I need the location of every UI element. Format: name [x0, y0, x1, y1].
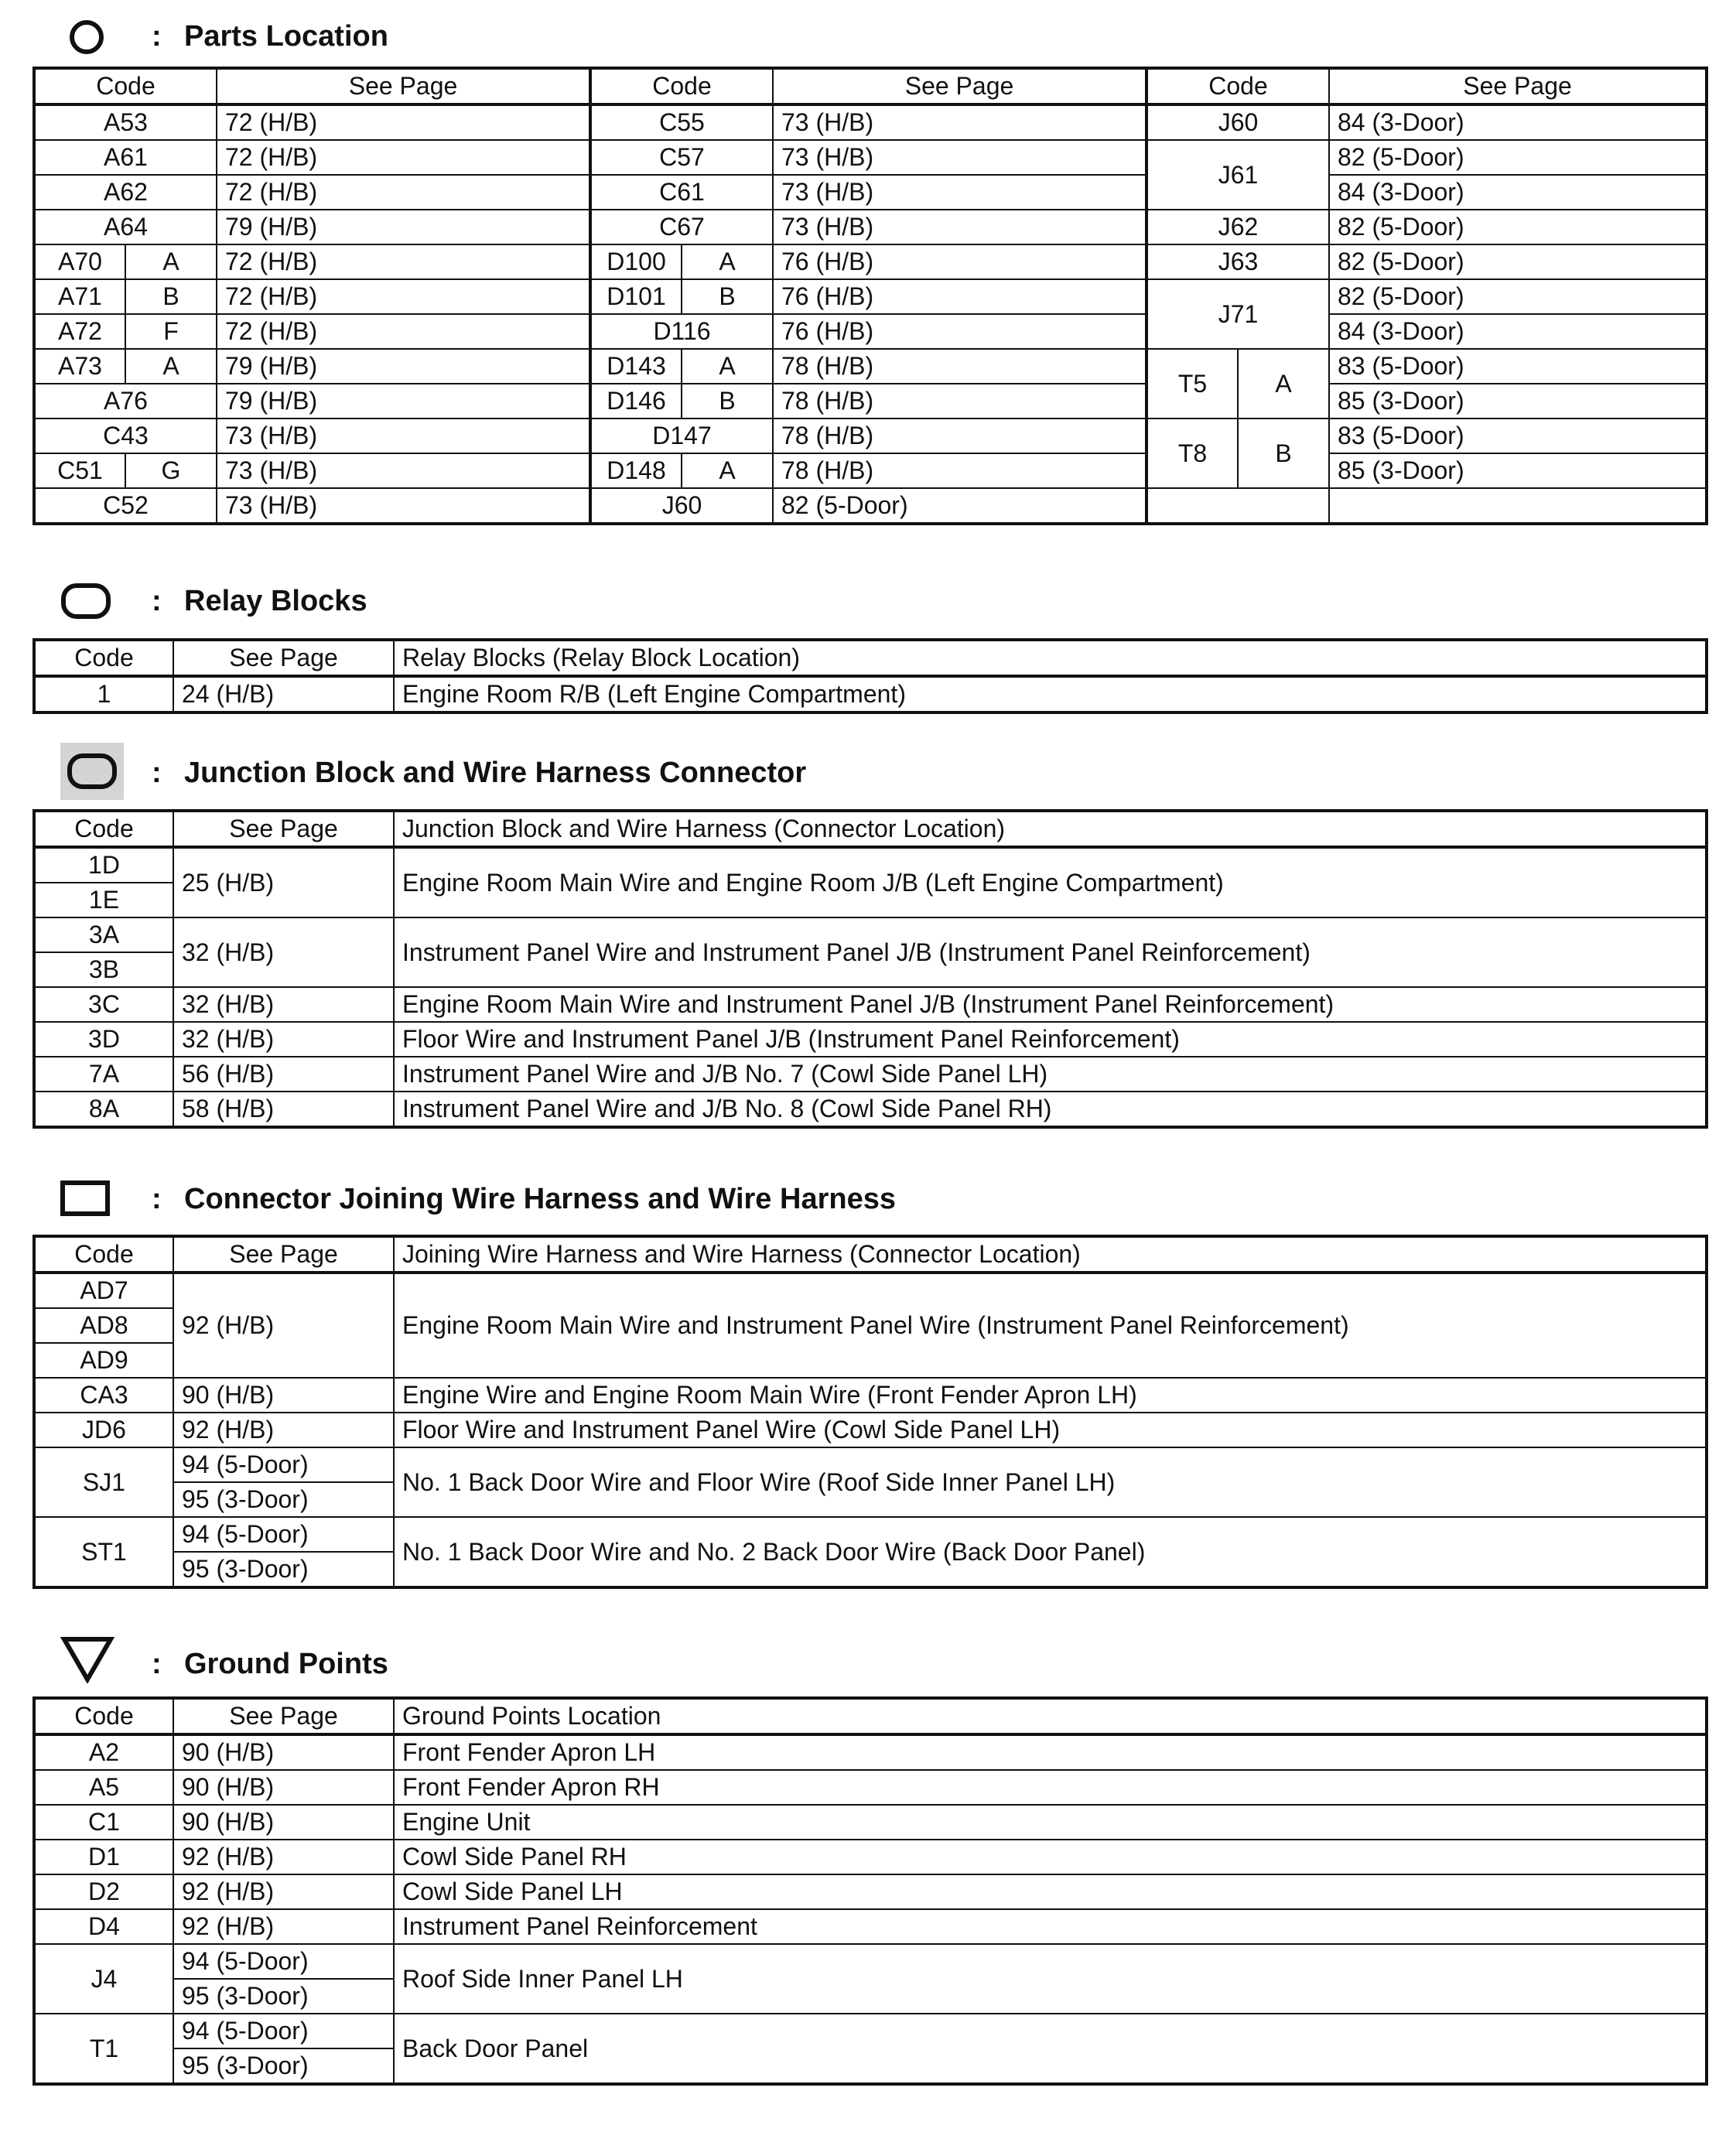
code-cell: D2: [34, 1874, 173, 1909]
ground-points-heading: [0, 1625, 1736, 1694]
location-description-cell: Front Fender Apron LH: [394, 1734, 1707, 1770]
location-description-cell: Engine Unit: [394, 1805, 1707, 1840]
see-page-cell: 79 (H/B): [217, 384, 590, 419]
column-header-see-page: See Page: [173, 1698, 394, 1734]
see-page-cell: 73 (H/B): [773, 175, 1147, 210]
column-header-see-page: See Page: [173, 811, 394, 847]
location-description-cell: No. 1 Back Door Wire and No. 2 Back Door Wire (Back Door Panel): [394, 1517, 1707, 1587]
code-cell: 3B: [34, 952, 173, 987]
code-cell: 7A: [34, 1057, 173, 1092]
see-page-cell: 94 (5-Door): [173, 1944, 394, 1979]
circle-icon: [68, 19, 105, 56]
column-header-see-page: See Page: [173, 640, 394, 676]
see-page-cell: 94 (5-Door): [173, 2014, 394, 2048]
location-description-cell: Cowl Side Panel RH: [394, 1840, 1707, 1874]
see-page-cell: 78 (H/B): [773, 453, 1147, 488]
connector-joining-heading: [0, 1163, 1736, 1232]
code-cell: AD8: [34, 1308, 173, 1343]
location-description-cell: Engine Wire and Engine Room Main Wire (Front Fender Apron LH): [394, 1378, 1707, 1413]
relay-blocks-table: [32, 638, 1708, 714]
code-cell: D146: [590, 384, 682, 419]
code-cell: T5: [1147, 349, 1238, 419]
see-page-cell: 90 (H/B): [173, 1770, 394, 1805]
see-page-cell: 73 (H/B): [773, 210, 1147, 244]
ground-points-table: [32, 1696, 1708, 2086]
sub-code-cell: B: [682, 384, 773, 419]
see-page-cell: 83 (5-Door): [1329, 419, 1707, 453]
table-row: [34, 1092, 1707, 1127]
code-cell: A76: [34, 384, 217, 419]
see-page-cell: 72 (H/B): [217, 175, 590, 210]
location-description-cell: Back Door Panel: [394, 2014, 1707, 2084]
see-page-cell: 72 (H/B): [217, 244, 590, 279]
table-row: [34, 419, 1707, 453]
code-cell: T8: [1147, 419, 1238, 488]
location-description-cell: Instrument Panel Wire and Instrument Panel J/B (Instrument Panel Reinforcement): [394, 917, 1707, 987]
table-row: [34, 488, 1707, 524]
see-page-cell: 78 (H/B): [773, 349, 1147, 384]
location-description-cell: Roof Side Inner Panel LH: [394, 1944, 1707, 2014]
table-row: [34, 1734, 1707, 1770]
code-cell: C55: [590, 104, 773, 140]
relay-blocks-heading: [0, 565, 1736, 634]
code-cell: AD9: [34, 1343, 173, 1378]
code-cell: J63: [1147, 244, 1329, 279]
code-cell: J4: [34, 1944, 173, 2014]
see-page-cell: 85 (3-Door): [1329, 453, 1707, 488]
sub-code-cell: B: [682, 279, 773, 314]
junction-block-table: [32, 809, 1708, 1129]
table-row: [34, 1413, 1707, 1447]
code-cell: SJ1: [34, 1447, 173, 1517]
code-cell: T1: [34, 2014, 173, 2084]
code-cell: 1E: [34, 883, 173, 917]
table-row: [34, 987, 1707, 1022]
code-cell: A73: [34, 349, 125, 384]
code-cell: C43: [34, 419, 217, 453]
sub-code-cell: A: [682, 349, 773, 384]
table-row: [34, 104, 1707, 140]
see-page-cell: 83 (5-Door): [1329, 349, 1707, 384]
table-row: [34, 384, 1707, 419]
see-page-cell: 90 (H/B): [173, 1378, 394, 1413]
code-cell: A2: [34, 1734, 173, 1770]
see-page-cell: 90 (H/B): [173, 1805, 394, 1840]
sub-code-cell: A: [125, 244, 217, 279]
code-cell: J60: [590, 488, 773, 524]
sub-code-cell: F: [125, 314, 217, 349]
rounded-rectangle-icon: [60, 582, 111, 620]
table-row: [34, 1517, 1707, 1552]
code-cell: A62: [34, 175, 217, 210]
table-row: [34, 140, 1707, 175]
code-cell: A72: [34, 314, 125, 349]
parts-location-table: [32, 67, 1708, 525]
see-page-cell: 76 (H/B): [773, 279, 1147, 314]
column-header-code: Code: [34, 1236, 173, 1273]
sub-code-cell: B: [125, 279, 217, 314]
location-description-cell: Engine Room R/B (Left Engine Compartment): [394, 676, 1707, 712]
code-cell: 1D: [34, 847, 173, 883]
code-cell: C1: [34, 1805, 173, 1840]
rectangle-icon: [60, 1180, 110, 1217]
section-colon: :: [152, 585, 162, 617]
see-page-cell: 84 (3-Door): [1329, 104, 1707, 140]
section-title: Ground Points: [184, 1648, 388, 1680]
code-cell: A71: [34, 279, 125, 314]
column-header-code: Code: [590, 68, 773, 104]
see-page-cell: 32 (H/B): [173, 987, 394, 1022]
code-cell: D148: [590, 453, 682, 488]
code-cell: A70: [34, 244, 125, 279]
see-page-cell: 73 (H/B): [773, 104, 1147, 140]
code-cell: A5: [34, 1770, 173, 1805]
see-page-cell: 92 (H/B): [173, 1413, 394, 1447]
see-page-cell: 85 (3-Door): [1329, 384, 1707, 419]
table-row: [34, 1378, 1707, 1413]
see-page-cell: 92 (H/B): [173, 1909, 394, 1944]
see-page-cell: 82 (5-Door): [1329, 279, 1707, 314]
table-row: [34, 847, 1707, 883]
see-page-cell: 95 (3-Door): [173, 1482, 394, 1517]
sub-code-cell: A: [1238, 349, 1329, 419]
code-cell: C67: [590, 210, 773, 244]
see-page-cell: 82 (5-Door): [1329, 244, 1707, 279]
empty-cell: [1147, 488, 1329, 524]
see-page-cell: 79 (H/B): [217, 210, 590, 244]
location-description-cell: Front Fender Apron RH: [394, 1770, 1707, 1805]
see-page-cell: 25 (H/B): [173, 847, 394, 917]
code-cell: J60: [1147, 104, 1329, 140]
code-cell: ST1: [34, 1517, 173, 1587]
see-page-cell: 78 (H/B): [773, 419, 1147, 453]
table-row: [34, 453, 1707, 488]
see-page-cell: 94 (5-Door): [173, 1447, 394, 1482]
see-page-cell: 76 (H/B): [773, 314, 1147, 349]
code-cell: C52: [34, 488, 217, 524]
code-cell: J62: [1147, 210, 1329, 244]
section-colon: :: [152, 757, 162, 789]
table-row: [34, 917, 1707, 952]
code-cell: 1: [34, 676, 173, 712]
see-page-cell: 32 (H/B): [173, 917, 394, 987]
empty-cell: [1329, 488, 1707, 524]
section-colon: :: [152, 1183, 162, 1215]
triangle-down-icon: [60, 1635, 114, 1683]
parts-location-heading: [0, 0, 1736, 70]
code-cell: D1: [34, 1840, 173, 1874]
table-row: [34, 1447, 1707, 1482]
code-cell: AD7: [34, 1273, 173, 1308]
table-row: [34, 1840, 1707, 1874]
table-row: [34, 279, 1707, 314]
sub-code-cell: A: [682, 244, 773, 279]
location-description-cell: Floor Wire and Instrument Panel Wire (Cowl Side Panel LH): [394, 1413, 1707, 1447]
code-cell: C61: [590, 175, 773, 210]
code-cell: D100: [590, 244, 682, 279]
column-header-description: Joining Wire Harness and Wire Harness (Connector Location): [394, 1236, 1707, 1273]
sub-code-cell: A: [125, 349, 217, 384]
column-header-code: Code: [34, 68, 217, 104]
see-page-cell: 72 (H/B): [217, 314, 590, 349]
see-page-cell: 73 (H/B): [217, 453, 590, 488]
see-page-cell: 92 (H/B): [173, 1273, 394, 1378]
code-cell: D143: [590, 349, 682, 384]
see-page-cell: 92 (H/B): [173, 1874, 394, 1909]
column-header-description: Relay Blocks (Relay Block Location): [394, 640, 1707, 676]
section-title: Connector Joining Wire Harness and Wire Harness: [184, 1183, 896, 1215]
table-row: [34, 1770, 1707, 1805]
connector-joining-table: [32, 1235, 1708, 1589]
see-page-cell: 58 (H/B): [173, 1092, 394, 1127]
see-page-cell: 73 (H/B): [217, 488, 590, 524]
table-row: [34, 2014, 1707, 2048]
sub-code-cell: G: [125, 453, 217, 488]
code-cell: A53: [34, 104, 217, 140]
code-cell: 3D: [34, 1022, 173, 1057]
column-header-code: Code: [1147, 68, 1329, 104]
table-row: [34, 244, 1707, 279]
table-row: [34, 175, 1707, 210]
table-row: [34, 1874, 1707, 1909]
code-cell: A61: [34, 140, 217, 175]
see-page-cell: 84 (3-Door): [1329, 314, 1707, 349]
see-page-cell: 95 (3-Door): [173, 2048, 394, 2084]
code-cell: 3C: [34, 987, 173, 1022]
column-header-see-page: See Page: [173, 1236, 394, 1273]
see-page-cell: 84 (3-Door): [1329, 175, 1707, 210]
code-cell: D101: [590, 279, 682, 314]
table-row: [34, 1805, 1707, 1840]
table-row: [34, 1273, 1707, 1308]
see-page-cell: 95 (3-Door): [173, 1552, 394, 1587]
column-header-see-page: See Page: [773, 68, 1147, 104]
sub-code-cell: A: [682, 453, 773, 488]
code-cell: D4: [34, 1909, 173, 1944]
see-page-cell: 73 (H/B): [217, 419, 590, 453]
code-cell: A64: [34, 210, 217, 244]
table-row: [34, 210, 1707, 244]
section-title: Relay Blocks: [184, 585, 367, 617]
location-description-cell: Engine Room Main Wire and Instrument Panel J/B (Instrument Panel Reinforcement): [394, 987, 1707, 1022]
column-header-description: Ground Points Location: [394, 1698, 1707, 1734]
section-title: Junction Block and Wire Harness Connector: [184, 757, 807, 789]
table-row: [34, 676, 1707, 712]
see-page-cell: 95 (3-Door): [173, 1979, 394, 2014]
header-row: [34, 640, 1707, 676]
code-cell: 8A: [34, 1092, 173, 1127]
location-description-cell: Instrument Panel Wire and J/B No. 7 (Cowl Side Panel LH): [394, 1057, 1707, 1092]
see-page-cell: 90 (H/B): [173, 1734, 394, 1770]
header-row: [34, 1236, 1707, 1273]
see-page-cell: 82 (5-Door): [773, 488, 1147, 524]
see-page-cell: 92 (H/B): [173, 1840, 394, 1874]
code-cell: C57: [590, 140, 773, 175]
see-page-cell: 79 (H/B): [217, 349, 590, 384]
see-page-cell: 73 (H/B): [773, 140, 1147, 175]
code-cell: JD6: [34, 1413, 173, 1447]
table-row: [34, 1057, 1707, 1092]
code-cell: CA3: [34, 1378, 173, 1413]
column-header-description: Junction Block and Wire Harness (Connector Location): [394, 811, 1707, 847]
see-page-cell: 94 (5-Door): [173, 1517, 394, 1552]
table-row: [34, 1022, 1707, 1057]
column-header-code: Code: [34, 640, 173, 676]
location-description-cell: Floor Wire and Instrument Panel J/B (Instrument Panel Reinforcement): [394, 1022, 1707, 1057]
see-page-cell: 82 (5-Door): [1329, 140, 1707, 175]
see-page-cell: 72 (H/B): [217, 279, 590, 314]
see-page-cell: 56 (H/B): [173, 1057, 394, 1092]
location-description-cell: Engine Room Main Wire and Engine Room J/B (Left Engine Compartment): [394, 847, 1707, 917]
table-row: [34, 1909, 1707, 1944]
table-row: [34, 314, 1707, 349]
see-page-cell: 32 (H/B): [173, 1022, 394, 1057]
see-page-cell: 72 (H/B): [217, 140, 590, 175]
see-page-cell: 24 (H/B): [173, 676, 394, 712]
location-description-cell: Engine Room Main Wire and Instrument Panel Wire (Instrument Panel Reinforcement): [394, 1273, 1707, 1378]
section-colon: :: [152, 20, 162, 53]
location-description-cell: Cowl Side Panel LH: [394, 1874, 1707, 1909]
shaded-rounded-rectangle-icon: [60, 743, 124, 800]
header-row: [34, 1698, 1707, 1734]
see-page-cell: 78 (H/B): [773, 384, 1147, 419]
see-page-cell: 76 (H/B): [773, 244, 1147, 279]
code-cell: C51: [34, 453, 125, 488]
sub-code-cell: B: [1238, 419, 1329, 488]
table-row: [34, 349, 1707, 384]
location-description-cell: Instrument Panel Wire and J/B No. 8 (Cowl Side Panel RH): [394, 1092, 1707, 1127]
column-header-see-page: See Page: [1329, 68, 1707, 104]
code-cell: D147: [590, 419, 773, 453]
table-row: [34, 1944, 1707, 1979]
code-cell: D116: [590, 314, 773, 349]
column-header-see-page: See Page: [217, 68, 590, 104]
location-description-cell: Instrument Panel Reinforcement: [394, 1909, 1707, 1944]
section-colon: :: [152, 1648, 162, 1680]
see-page-cell: 82 (5-Door): [1329, 210, 1707, 244]
code-cell: 3A: [34, 917, 173, 952]
see-page-cell: 72 (H/B): [217, 104, 590, 140]
column-header-code: Code: [34, 1698, 173, 1734]
junction-block-heading: [0, 736, 1736, 806]
header-row: [34, 811, 1707, 847]
section-title: Parts Location: [184, 20, 388, 53]
column-header-code: Code: [34, 811, 173, 847]
code-cell: J71: [1147, 279, 1329, 349]
code-cell: J61: [1147, 140, 1329, 210]
location-description-cell: No. 1 Back Door Wire and Floor Wire (Roof Side Inner Panel LH): [394, 1447, 1707, 1517]
